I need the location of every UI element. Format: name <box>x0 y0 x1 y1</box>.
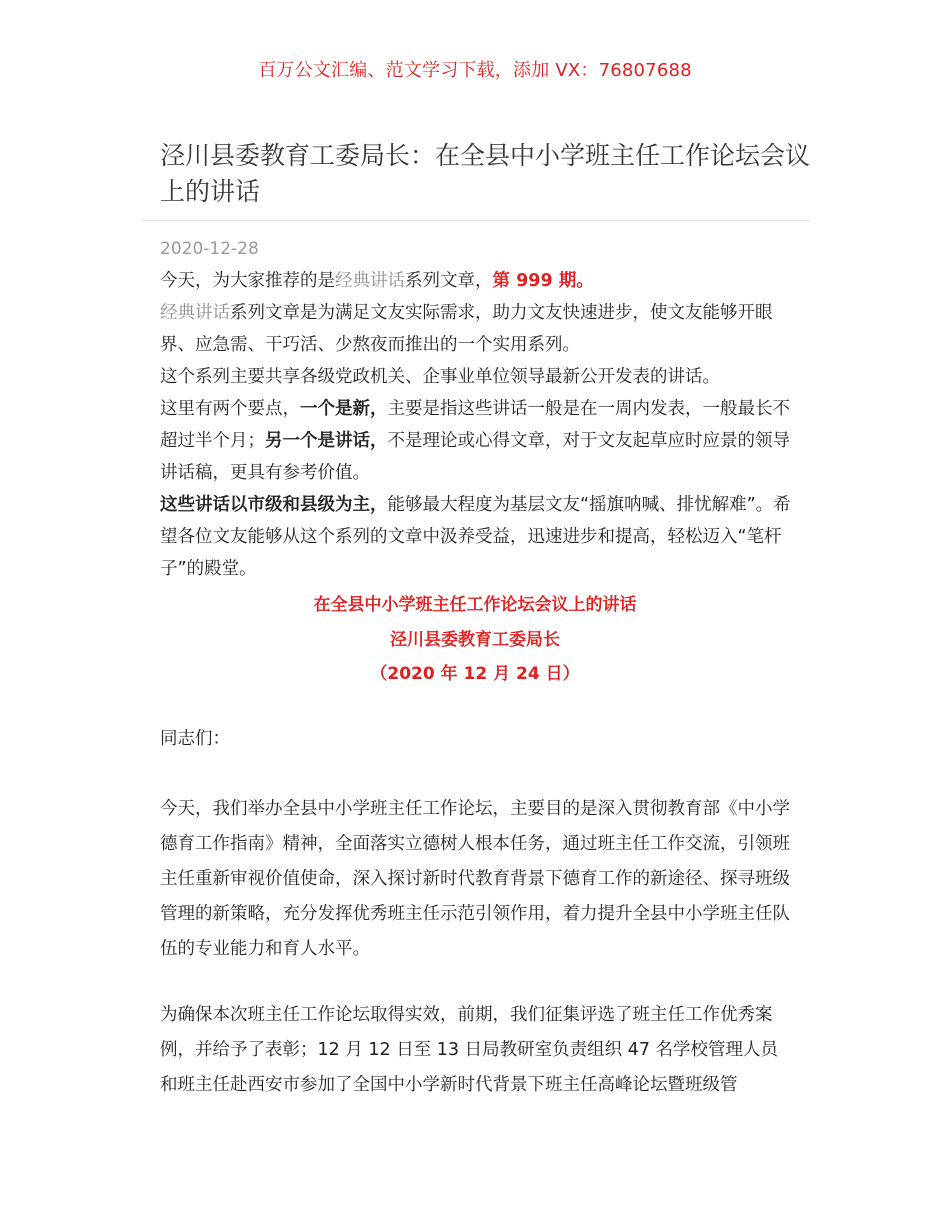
article-title: 泾川县委教育工委局长：在全县中小学班主任工作论坛会议上的讲话 <box>160 141 811 206</box>
speech-heading: 在全县中小学班主任工作论坛会议上的讲话 <box>313 595 637 615</box>
intro-text: 能够最大程度为基层文友“摇旗呐喊、排忧解难”。希望各位文友能够从这个系列的文章中汲养受益，迅速进步和提高，轻松迈入“笔杆子”的殿堂。 <box>160 495 791 579</box>
title-divider <box>141 220 810 221</box>
key-point-3: 这些讲话以市级和县级为主， <box>160 495 388 515</box>
issue-number: 第 999 期。 <box>492 271 594 291</box>
article-date: 2020-12-28 <box>160 239 259 259</box>
intro-text: 不是理论或心得文章，对于文友起草应时应景的领导讲话稿，更具有参考价值。 <box>160 431 790 483</box>
key-point-2: 另一个是讲话， <box>265 431 388 451</box>
intro-paragraph-4 <box>160 393 795 489</box>
intro-paragraph-2 <box>160 297 795 361</box>
speech-speaker: 泾川县委教育工委局长 <box>390 630 560 650</box>
intro-paragraph-3: 这个系列主要共享各级党政机关、企事业单位领导最新公开发表的讲话。 <box>160 367 720 387</box>
speech-paragraph-2: 为确保本次班主任工作论坛取得实效，前期，我们征集评选了班主任工作优秀案例，并给予了表彰；12 月 12 日至 13 日局教研室负责组织 47 名学校管理人员和班主任赴西安市参加了全国中小学新时代背景下班主任高峰论坛暨班级管 <box>160 1005 779 1095</box>
intro-section <box>160 265 795 585</box>
salutation: 同志们： <box>160 729 230 749</box>
series-name: 经典讲话 <box>160 303 230 323</box>
speech-date: （2020 年 12 月 24 日） <box>370 664 580 684</box>
key-point-1: 一个是新， <box>300 399 388 419</box>
intro-paragraph-1 <box>160 265 795 297</box>
intro-text: 这里有两个要点， <box>160 399 300 419</box>
intro-text: 主要是指这些讲话一般是在一周内发表，一般最长不超过半个月； <box>160 399 790 451</box>
series-name: 经典讲话 <box>335 271 405 291</box>
speech-paragraph-1: 今天，我们举办全县中小学班主任工作论坛，主要目的是深入贯彻教育部《中小学德育工作指南》精神，全面落实立德树人根本任务，通过班主任工作交流，引领班主任重新审视价值使命，深入探讨新时代教育背景下德育工作的新途径、探寻班级管理的新策略，充分发挥优秀班主任示范引领作用，着力提升全县中小学班主任队伍的专业能力和育人水平。 <box>160 799 790 959</box>
watermark-banner: 百万公文汇编、范文学习下载，添加 VX：76807688 <box>258 60 692 81</box>
intro-text: 今天，为大家推荐的是 <box>160 271 335 291</box>
intro-paragraph-5 <box>160 489 795 585</box>
intro-text: 系列文章， <box>405 271 493 291</box>
intro-text: 系列文章是为满足文友实际需求，助力文友快速进步，使文友能够开眼界、应急需、干巧活、少熬夜而推出的一个实用系列。 <box>160 303 773 355</box>
